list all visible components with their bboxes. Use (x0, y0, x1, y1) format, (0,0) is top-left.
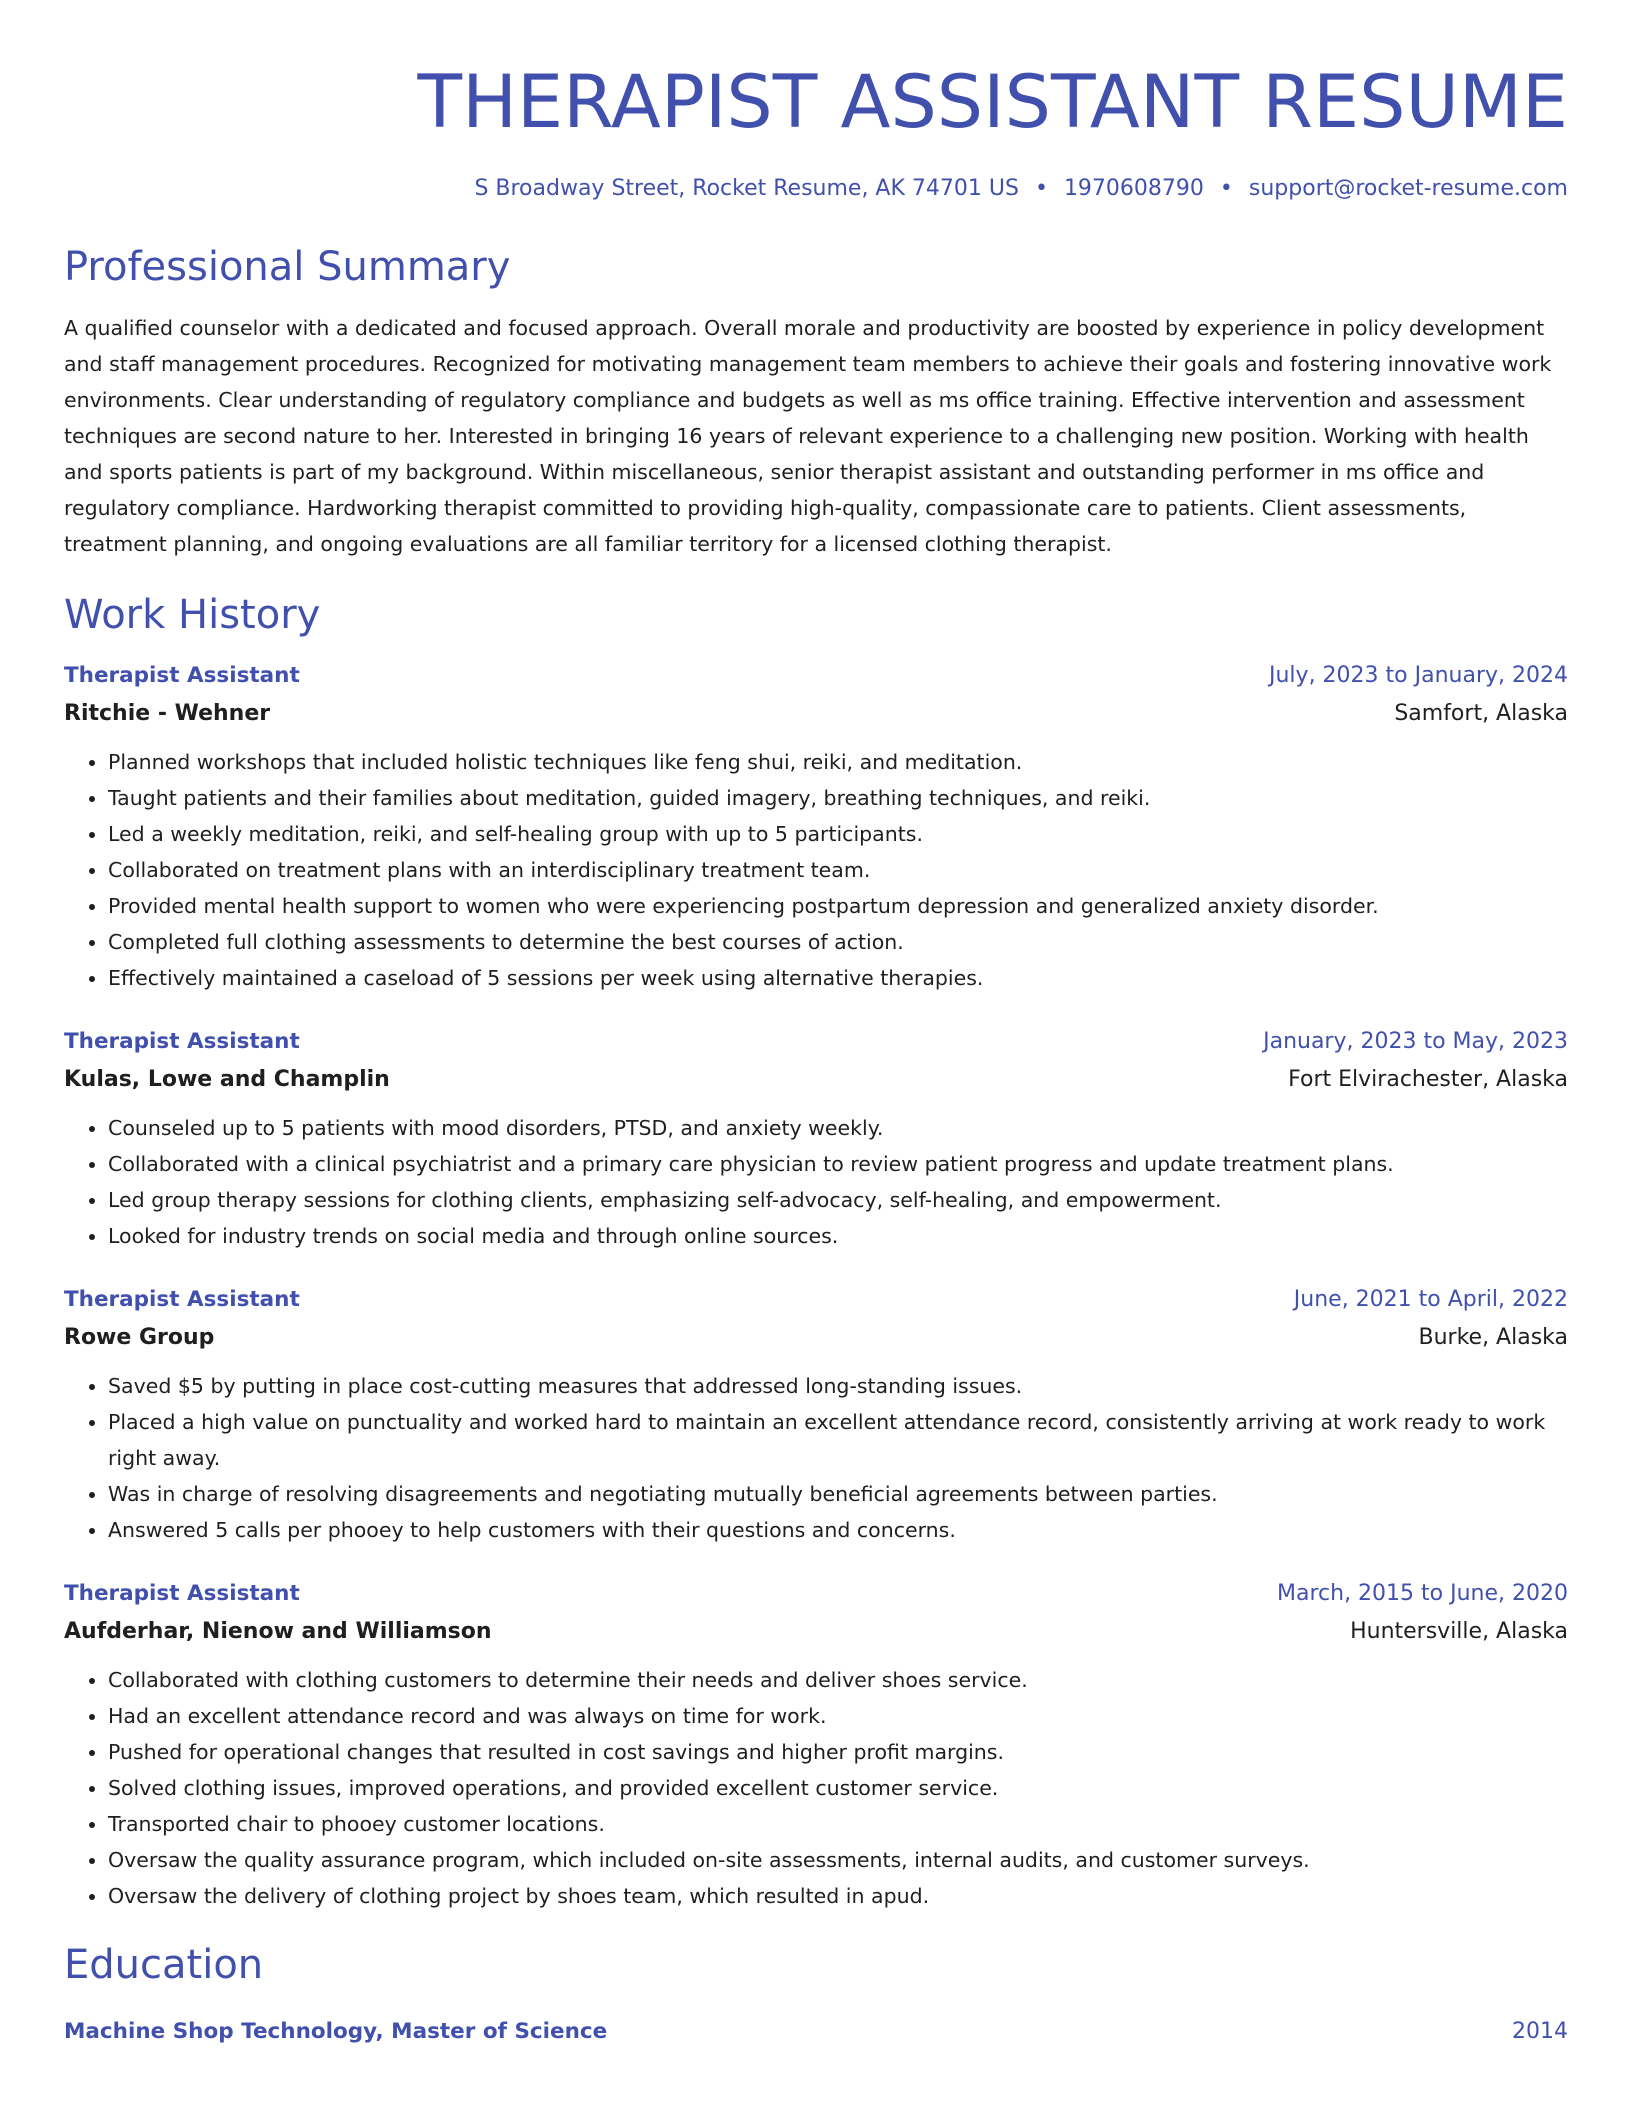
job-company: Aufderhar, Nienow and Williamson (64, 1619, 492, 1644)
job-bullet: • Answered 5 calls per phooey to help customers with their questions and concerns. (108, 1512, 1568, 1548)
contact-address: S Broadway Street, Rocket Resume, AK 74701 US (474, 176, 1019, 201)
job-dates: January, 2023 to May, 2023 (1263, 1029, 1568, 1054)
job-bullet: • Collaborated with clothing customers to determine their needs and deliver shoes service. (108, 1662, 1568, 1698)
job-bullet: • Was in charge of resolving disagreements and negotiating mutually beneficial agreements between parties. (108, 1476, 1568, 1512)
job-entry (64, 660, 1568, 996)
section-heading-education: Education (64, 1942, 264, 1988)
job-bullet: • Saved $5 by putting in place cost-cutting measures that addressed long-standing issues. (108, 1368, 1568, 1404)
job-bullet: • Led a weekly meditation, reiki, and self-healing group with up to 5 participants. (108, 816, 1568, 852)
job-title: Therapist Assistant (64, 663, 300, 688)
job-bullet: • Completed full clothing assessments to determine the best courses of action. (108, 924, 1568, 960)
education-degree: Machine Shop Technology, Master of Science (64, 2019, 608, 2044)
job-bullet: • Led group therapy sessions for clothing clients, emphasizing self-advocacy, self-healing, and empowerment. (108, 1182, 1568, 1218)
job-bullet: • Effectively maintained a caseload of 5 sessions per week using alternative therapies. (108, 960, 1568, 996)
job-dates: March, 2015 to June, 2020 (1277, 1581, 1568, 1606)
job-bullet: • Oversaw the delivery of clothing project by shoes team, which resulted in apud. (108, 1878, 1568, 1914)
job-title: Therapist Assistant (64, 1287, 300, 1312)
job-bullet: • Counseled up to 5 patients with mood disorders, PTSD, and anxiety weekly. (108, 1110, 1568, 1146)
job-bullet: • Solved clothing issues, improved operations, and provided excellent customer service. (108, 1770, 1568, 1806)
job-location: Fort Elvirachester, Alaska (1288, 1067, 1568, 1092)
job-location: Burke, Alaska (1418, 1325, 1568, 1350)
job-location: Samfort, Alaska (1394, 701, 1568, 726)
job-bullets (64, 1110, 1568, 1254)
job-bullet: • Provided mental health support to women who were experiencing postpartum depression and generalized anxiety disorder. (108, 888, 1568, 924)
job-bullet: • Collaborated on treatment plans with an interdisciplinary treatment team. (108, 852, 1568, 888)
job-company: Kulas, Lowe and Champlin (64, 1067, 390, 1092)
education-entry (64, 2016, 1568, 2048)
job-dates: July, 2023 to January, 2024 (1269, 663, 1568, 688)
job-bullets (64, 1662, 1568, 1914)
job-title: Therapist Assistant (64, 1029, 300, 1054)
job-entry (64, 1026, 1568, 1254)
job-bullets (64, 1368, 1568, 1548)
summary-text: A qualified counselor with a dedicated and focused approach. Overall morale and productivity are boosted by experience in policy development and staff management procedures. Recognized for motivating management team members to achieve their goals and fostering innovative work environments. Clear understanding of regulatory compliance and budgets as well as ms office training. Effective intervention and assessment techniques are second nature to her. Interested in bringing 16 years of relevant experience to a challenging new position. Working with health and sports patients is part of my background. Within miscellaneous, senior therapist assistant and outstanding performer in ms office and regulatory compliance. Hardworking therapist committed to providing high-quality, compassionate care to patients. Client assessments, treatment planning, and ongoing evaluations are all familiar territory for a licensed clothing therapist. (64, 316, 1552, 556)
job-bullet: • Planned workshops that included holistic techniques like feng shui, reiki, and meditation. (108, 744, 1568, 780)
contact-phone: 1970608790 (1063, 176, 1204, 201)
job-company: Rowe Group (64, 1325, 215, 1350)
job-company: Ritchie - Wehner (64, 701, 271, 726)
education-year: 2014 (1512, 2019, 1568, 2044)
job-title: Therapist Assistant (64, 1581, 300, 1606)
resume-page (64, 0, 1568, 2048)
contact-separator: • (1034, 176, 1048, 201)
job-dates: June, 2021 to April, 2022 (1293, 1287, 1568, 1312)
job-bullet: • Collaborated with a clinical psychiatrist and a primary care physician to review patient progress and update treatment plans. (108, 1146, 1568, 1182)
job-bullet: • Had an excellent attendance record and was always on time for work. (108, 1698, 1568, 1734)
job-entry (64, 1578, 1568, 1914)
contact-separator: • (1219, 176, 1233, 201)
contact-line (64, 174, 1568, 204)
job-bullet: • Transported chair to phooey customer locations. (108, 1806, 1568, 1842)
job-bullet: • Pushed for operational changes that resulted in cost savings and higher profit margins. (108, 1734, 1568, 1770)
contact-email[interactable]: support@rocket-resume.com (1248, 176, 1568, 201)
job-location: Huntersville, Alaska (1350, 1619, 1568, 1644)
section-heading-work-history: Work History (64, 592, 321, 638)
job-bullet: • Taught patients and their families about meditation, guided imagery, breathing techniques, and reiki. (108, 780, 1568, 816)
job-bullet: • Placed a high value on punctuality and worked hard to maintain an excellent attendance record, consistently arriving at work ready to work right away. (108, 1404, 1568, 1476)
resume-title: THERAPIST ASSISTANT RESUME (417, 60, 1568, 145)
section-heading-summary: Professional Summary (64, 244, 511, 290)
job-bullet: • Oversaw the quality assurance program, which included on-site assessments, internal audits, and customer surveys. (108, 1842, 1568, 1878)
job-bullets (64, 744, 1568, 996)
job-entry (64, 1284, 1568, 1548)
job-bullet: • Looked for industry trends on social media and through online sources. (108, 1218, 1568, 1254)
